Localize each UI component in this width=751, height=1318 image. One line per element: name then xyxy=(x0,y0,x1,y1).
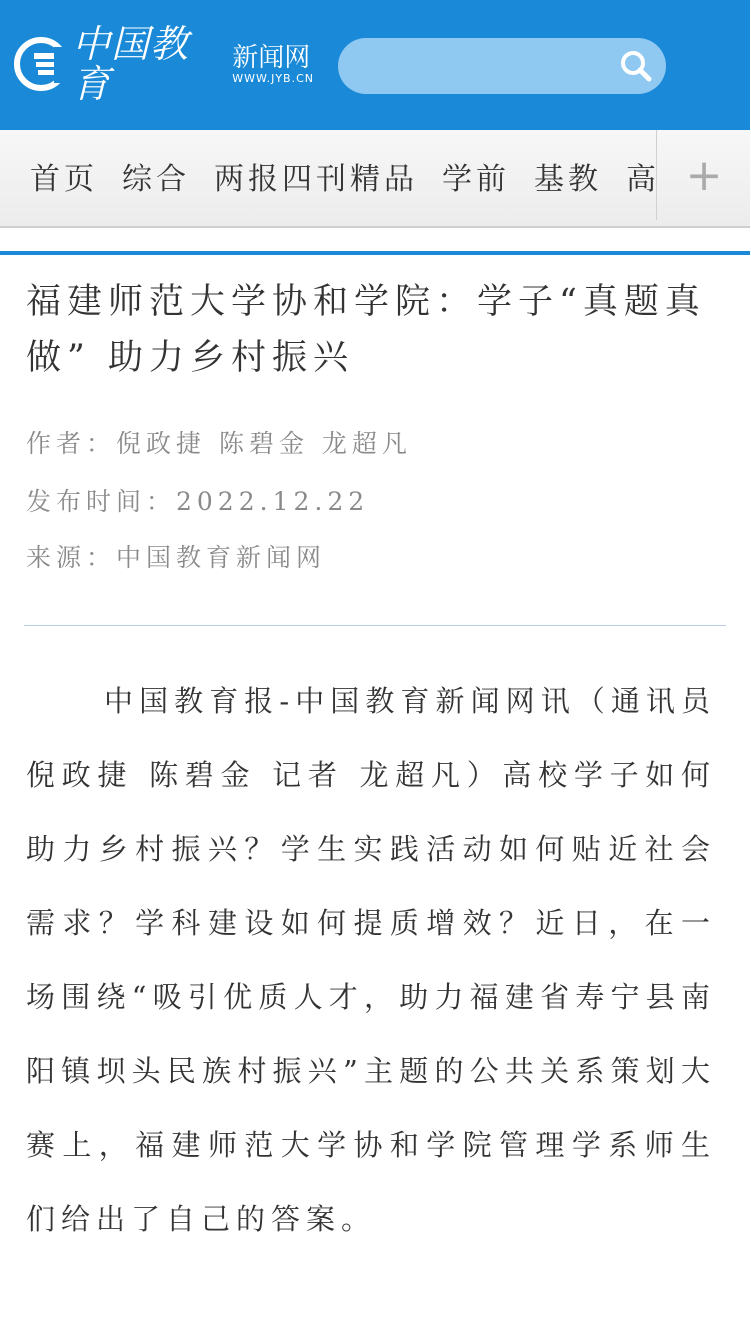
search-input[interactable] xyxy=(358,50,602,84)
logo-url: WWW.JYB.CN xyxy=(232,71,314,85)
nav-item-preschool[interactable]: 学前 xyxy=(442,162,510,197)
nav-item-general[interactable]: 综合 xyxy=(122,162,190,197)
nav-item-home[interactable]: 首页 xyxy=(30,162,98,197)
nav-items xyxy=(30,154,660,204)
article-date: 发布时间：2022.12.22 xyxy=(26,487,370,516)
nav-underline xyxy=(0,251,750,255)
nav-item-featured[interactable]: 两报四刊精品 xyxy=(214,162,418,197)
header-bar xyxy=(0,0,750,130)
nav-item-basic-edu[interactable]: 基教 xyxy=(534,162,602,197)
article-source: 来源：中国教育新闻网 xyxy=(26,543,327,572)
logo-subtext: 新闻网 xyxy=(232,42,311,73)
nav-more-button[interactable]: + xyxy=(656,130,751,220)
channel-nav xyxy=(0,130,750,228)
logo-mark-icon xyxy=(14,37,68,91)
article-author: 作者：倪政捷 陈碧金 龙超凡 xyxy=(26,429,412,458)
article-body: 中国教育报-中国教育新闻网讯（通讯员 倪政捷 陈碧金 记者 龙超凡）高校学子如何助力乡村振兴？学生实践活动如何贴近社会需求？学科建设如何提质增效？近日，在一场围绕“吸引优质人才，助力福建省寿宁县南阳镇坝头民族村振兴”主题的公共关系策划大赛上，福建师范大学协和学院管理学系师生们给出了自己的答案。 xyxy=(26,684,716,1236)
article-title: 福建师范大学协和学院：学子“真题真做” 助力乡村振兴 xyxy=(26,282,706,378)
nav-item-higher-edu[interactable]: 高 xyxy=(626,162,660,197)
search-box[interactable] xyxy=(338,38,666,94)
search-icon[interactable] xyxy=(616,46,656,86)
logo-text: 中国教育 xyxy=(72,22,190,106)
divider xyxy=(24,625,726,626)
site-logo[interactable] xyxy=(14,22,314,106)
